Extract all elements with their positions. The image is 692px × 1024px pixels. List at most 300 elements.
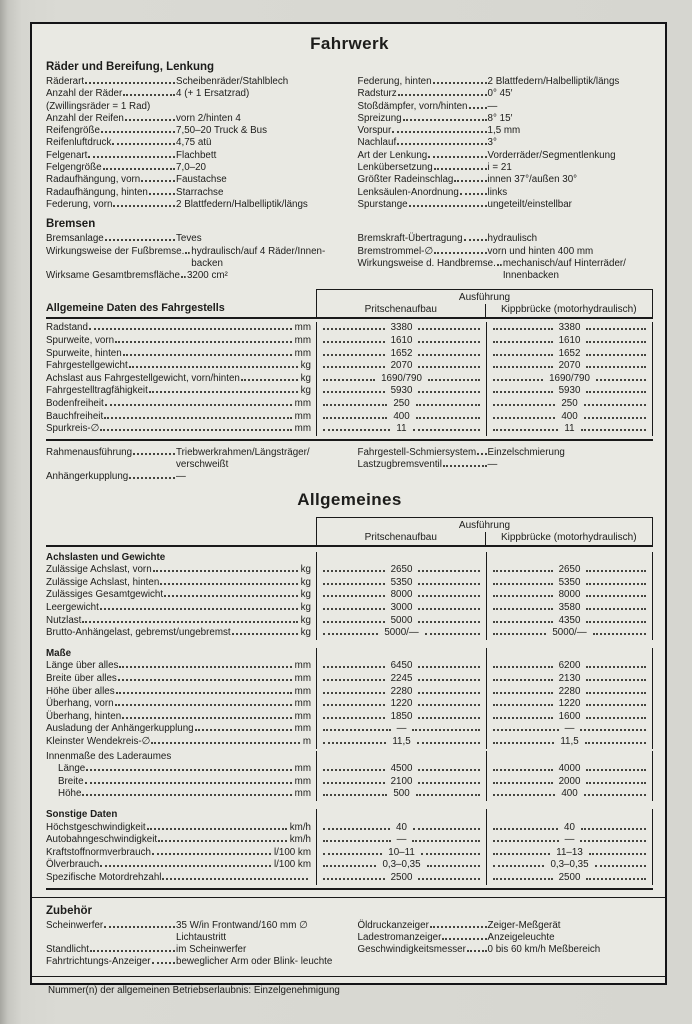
spec-line [358,101,654,113]
value-kippbruecke: 2500 [558,871,581,883]
row-label: Spezifische Motordrehzahl [46,871,162,883]
dot-leader [493,583,553,585]
value-cell-kippbruecke [486,859,653,872]
row-unit: kg [300,360,311,372]
bremsen-column-left [46,233,342,282]
section-raeder-bereifung-lenkung [46,61,653,211]
value-cell-pritschenaufbau [316,723,486,736]
dot-leader [149,193,175,195]
spec-label: Reifengröße [46,125,100,137]
spec-value: ungeteilt/einstellbar [487,198,572,210]
rahmen-columns [46,447,653,484]
row-unit: km/h [289,821,311,833]
value-kippbruecke: 3580 [558,602,581,614]
horizontal-divider [32,897,665,898]
table-row [46,589,653,602]
spec-label: Lenkübersetzung [357,162,433,174]
dot-leader [421,853,480,855]
spec-value: Zeiger-Meßgerät [487,919,561,931]
value-kippbruecke: — [564,723,575,735]
value-cell-pritschenaufbau [316,809,486,822]
dot-leader [323,633,378,635]
dot-leader [418,354,480,356]
dot-leader [323,429,390,431]
dot-leader [581,429,646,431]
dot-leader [82,621,297,623]
row-label: Ausladung der Anhängerkupplung [46,723,194,735]
value-kippbruecke: — [564,834,575,846]
value-pritschenaufbau: — [396,834,407,846]
spec-label: Wirksame Gesamtbremsfläche [46,270,180,282]
table-row [46,373,653,386]
dot-leader [113,205,175,207]
dot-leader [586,782,646,784]
value-pritschenaufbau: 400 [393,410,410,422]
dot-leader [586,341,646,343]
spec-line [46,920,342,945]
row-label-cell [46,577,316,590]
value-cell-pritschenaufbau [316,648,486,661]
value-cell-kippbruecke [486,360,653,373]
spec-value: Triebwerkrahmen/Längsträger/ verschweißt [176,446,310,471]
column-headers [317,304,652,317]
dot-leader [85,82,175,84]
dot-leader [185,252,190,254]
dot-leader [428,156,486,158]
value-pritschenaufbau: 2070 [390,360,413,372]
row-unit: kg [300,627,311,639]
dot-leader [323,328,385,330]
row-label-cell [46,552,316,565]
spec-line [358,258,654,283]
value-pritschenaufbau: 8000 [390,589,413,601]
spec-label: Bremstrommel-∅ [357,245,433,257]
spec-line [46,150,342,162]
value-cell-pritschenaufbau [316,360,486,373]
spec-label: Wirkungsweise der Fußbremse. [46,245,185,257]
dot-leader [129,366,298,368]
value-pritschenaufbau: 1850 [390,710,413,722]
spec-line [46,137,342,149]
dot-leader [122,717,292,719]
value-cell-pritschenaufbau [316,751,486,764]
spec-line [46,447,342,472]
value-cell-kippbruecke [486,615,653,628]
section-heading-bremsen: Bremsen [46,218,96,231]
value-cell-kippbruecke [486,673,653,686]
table-row [46,872,653,885]
spec-value: Flachbett [176,149,217,161]
dot-leader [416,404,480,406]
dot-leader [232,633,298,635]
spec-line [46,76,342,88]
spec-value: vorn und hinten 400 mm [487,245,594,257]
dot-leader [418,621,480,623]
dot-leader [580,840,646,842]
row-label-cell [46,763,316,776]
dot-leader [493,729,559,731]
dot-leader [323,828,390,830]
value-kippbruecke: 11–13 [556,846,583,858]
value-kippbruecke: 2280 [558,685,581,697]
dot-leader [595,865,646,867]
value-cell-pritschenaufbau [316,698,486,711]
column-header-kippbruecke: Kippbrücke (motorhydraulisch) [485,532,653,545]
spec-label: (Zwillingsräder = 1 Rad) [46,100,151,112]
zubehoer-columns [46,920,653,969]
spec-value: Starrachse [176,186,224,198]
dot-leader [100,865,271,867]
value-kippbruecke: 2650 [558,564,581,576]
dot-leader [493,769,553,771]
row-unit: mm [294,788,311,800]
value-cell-kippbruecke [486,411,653,424]
value-cell-kippbruecke [486,698,653,711]
spec-line [46,187,342,199]
value-cell-pritschenaufbau [316,398,486,411]
row-label-cell [46,423,316,436]
spec-label: Lastzugbremsventil [357,459,442,471]
dot-leader [413,429,480,431]
dot-leader [493,621,553,623]
value-pritschenaufbau: 2245 [390,673,413,685]
spec-label: Räderart [46,76,85,87]
bremsen-column-right [358,233,654,282]
spec-label: Lenksäulen-Anordnung [357,186,459,198]
row-label-cell [46,360,316,373]
value-cell-pritschenaufbau [316,763,486,776]
row-unit: l/100 km [273,859,311,871]
value-pritschenaufbau: 2280 [390,685,413,697]
dot-leader [153,570,298,572]
dot-leader [586,354,646,356]
row-unit: mm [294,398,311,410]
row-unit: kg [300,385,311,397]
row-label-cell [46,348,316,361]
dot-leader [323,704,385,706]
dot-leader [104,926,175,928]
row-label-cell [46,411,316,424]
spec-label: Anzahl der Reifen [46,112,124,124]
row-label: Nutzlast [46,614,82,626]
table-row [46,776,653,789]
dot-leader [493,704,553,706]
row-label: Maße [46,647,72,659]
row-label-cell [46,660,316,673]
spec-label: Geschwindigkeitsmesser [357,944,466,956]
rahmen-column-left [46,447,342,484]
spec-label: Spurstange [357,198,408,210]
dot-leader [195,729,292,731]
dot-leader [464,239,487,241]
table-allgemeines-body [46,547,653,888]
dot-leader [586,717,646,719]
value-kippbruecke: 1220 [558,698,581,710]
dot-leader [181,276,186,278]
spec-label: Spreizung [357,112,402,124]
row-label-cell [46,776,316,789]
dot-leader [412,840,480,842]
row-label: Bauchfreiheit [46,410,104,422]
spec-value: Scheibenräder/Stahlblech [176,76,289,87]
row-unit: mm [294,660,311,672]
dot-leader [493,341,553,343]
value-cell-pritschenaufbau [316,847,486,860]
row-label: Radstand [46,322,88,334]
dot-leader [467,950,487,952]
betriebserlaubnis-note: Nummer(n) der allgemeinen Betriebserlaubnis: Einzelgenehmigung [48,984,340,996]
spec-label: Standlicht [46,944,90,956]
dot-leader [433,82,487,84]
row-label-cell [46,385,316,398]
row-label-cell [46,822,316,835]
row-label-cell [46,751,316,764]
dot-leader [493,794,555,796]
row-label-cell [46,872,316,885]
value-cell-kippbruecke [486,711,653,724]
dot-leader [418,595,480,597]
spec-value: i = 21 [487,162,512,174]
dot-leader [493,853,550,855]
row-label: Höhe [58,788,82,800]
row-label: Zulässige Achslast, hinten [46,576,160,588]
value-cell-kippbruecke [486,627,653,640]
dot-leader [104,417,291,419]
row-label: Spurkreis-∅ [46,423,100,435]
dot-leader [100,608,298,610]
dot-leader [493,570,553,572]
spec-value: — [487,100,498,112]
row-label-cell [46,834,316,847]
row-label-cell [46,788,316,801]
row-label-cell [46,615,316,628]
spec-line [358,944,654,956]
dot-leader [323,692,385,694]
dot-leader [147,828,287,830]
dot-leader [129,477,175,479]
value-cell-kippbruecke [486,776,653,789]
value-pritschenaufbau: 1652 [390,347,413,359]
value-pritschenaufbau: 250 [393,398,410,410]
row-label: Höchstgeschwindigkeit [46,821,146,833]
value-pritschenaufbau: 10–11 [388,846,415,858]
value-cell-kippbruecke [486,751,653,764]
table-row [46,822,653,835]
dot-leader [418,341,480,343]
dot-leader [454,180,486,182]
row-label: Spurweite, vorn [46,335,115,347]
spec-label: Radsturz [357,88,397,100]
value-cell-pritschenaufbau [316,564,486,577]
table-row [46,648,653,661]
spec-line [358,88,654,100]
dot-leader [428,379,480,381]
table-row [46,859,653,872]
value-pritschenaufbau: 2500 [390,871,413,883]
spec-label: Radaufhängung, hinten [46,186,148,198]
value-cell-pritschenaufbau [316,872,486,885]
row-unit: mm [294,723,311,735]
dot-leader [416,794,480,796]
table-row [46,348,653,361]
column-group-label: Ausführung [458,519,511,531]
dot-leader [493,717,553,719]
value-cell-pritschenaufbau [316,788,486,801]
row-unit: kg [300,372,311,384]
value-pritschenaufbau: 2100 [390,775,413,787]
dot-leader [418,704,480,706]
row-label: Ölverbrauch [46,859,100,871]
dot-leader [125,119,175,121]
value-kippbruecke: 1610 [558,335,581,347]
value-kippbruecke: 2000 [558,775,581,787]
row-unit: mm [294,335,311,347]
spec-label: Felgengröße [46,162,102,174]
row-label: Bodenfreiheit [46,398,104,410]
dot-leader [119,666,291,668]
value-cell-pritschenaufbau [316,673,486,686]
dot-leader [586,666,646,668]
dot-leader [580,729,646,731]
spec-value: 0° 45′ [487,88,513,100]
row-label-cell [46,322,316,335]
row-unit: mm [294,685,311,697]
dot-leader [88,156,175,158]
spec-line [358,459,654,471]
value-cell-pritschenaufbau [316,602,486,615]
spec-value: Teves [176,233,202,245]
dot-leader [418,769,480,771]
value-kippbruecke: 6200 [558,660,581,672]
table-row [46,627,653,640]
row-label: Fahrgestellgewicht [46,360,128,372]
value-cell-kippbruecke [486,423,653,436]
value-kippbruecke: 2070 [558,360,581,372]
value-cell-kippbruecke [486,322,653,335]
row-label: Brutto-Anhängelast, gebremst/ungebremst [46,627,231,639]
row-unit: mm [294,347,311,359]
raeder-column-left [46,76,342,211]
bremsen-columns [46,233,653,282]
table-row [46,834,653,847]
value-kippbruecke: 4000 [558,763,581,775]
dot-leader [469,107,487,109]
dot-leader [397,143,486,145]
spec-line [46,471,342,483]
row-label-cell [46,564,316,577]
row-unit: mm [294,698,311,710]
value-pritschenaufbau: 5000/— [384,627,419,639]
value-kippbruecke: 40 [564,821,575,833]
value-pritschenaufbau: 5930 [390,385,413,397]
spec-value: 8° 15′ [487,112,513,124]
spec-line [358,113,654,125]
dot-leader [89,328,292,330]
dot-leader [105,404,292,406]
spec-line [358,447,654,459]
value-pritschenaufbau: 5000 [390,614,413,626]
value-pritschenaufbau: 1220 [390,698,413,710]
section-heading-zubehoer: Zubehör [46,904,92,917]
row-label: Innenmaße des Laderaumes [46,750,172,762]
value-cell-pritschenaufbau [316,552,486,565]
zubehoer-column-right [358,920,654,969]
row-label: Achslasten und Gewichte [46,551,166,563]
value-cell-kippbruecke [486,686,653,699]
value-kippbruecke: 0,3–0,35 [550,859,589,871]
value-cell-kippbruecke [486,723,653,736]
table-row [46,335,653,348]
row-unit: kg [300,602,311,614]
dot-leader [103,168,175,170]
spec-label: Nachlauf [357,137,397,149]
row-unit: kg [300,614,311,626]
spec-value: links [487,186,508,198]
dot-leader [442,938,486,940]
spec-label: Reifenluftdruck [46,137,112,149]
spec-value: im Scheinwerfer [176,944,247,956]
value-pritschenaufbau: 0,3–0,35 [382,859,421,871]
value-pritschenaufbau: 3380 [390,322,413,334]
value-cell-kippbruecke [486,552,653,565]
row-label: Kleinster Wendekreis-∅ [46,736,151,747]
spec-value: Vorderräder/Segmentlenkung [487,149,616,161]
row-label-cell [46,711,316,724]
dot-leader [430,926,487,928]
dot-leader [493,366,553,368]
spec-label: Größter Radeinschlag [357,174,454,186]
dot-leader [418,583,480,585]
value-cell-pritschenaufbau [316,776,486,789]
spec-line [46,88,342,100]
value-cell-pritschenaufbau [316,589,486,602]
dot-leader [323,729,391,731]
spec-label: Rahmenausführung [46,446,133,458]
dot-leader [586,679,646,681]
spec-line [46,174,342,186]
zubehoer-column-left [46,920,342,969]
dot-leader [586,769,646,771]
value-cell-pritschenaufbau [316,577,486,590]
table-row [46,615,653,628]
value-cell-kippbruecke [486,736,653,749]
value-pritschenaufbau: 6450 [390,660,413,672]
dot-leader [409,205,487,207]
table-row [46,788,653,801]
dot-leader [493,404,555,406]
dot-leader [90,950,175,952]
spec-line [46,944,342,956]
raeder-column-right [358,76,654,211]
table-row [46,809,653,822]
dot-leader [323,608,385,610]
row-unit: mm [294,322,311,334]
column-header-kippbruecke: Kippbrücke (motorhydraulisch) [485,304,653,317]
value-kippbruecke: 2130 [558,673,581,685]
dot-leader [584,417,646,419]
spec-line [46,113,342,125]
row-unit: l/100 km [273,846,311,858]
dot-leader [398,94,487,96]
dot-leader [323,865,376,867]
spec-value: hydraulisch [487,233,538,245]
value-kippbruecke: 400 [561,410,578,422]
dot-leader [418,692,480,694]
value-pritschenaufbau: 11,5 [392,736,411,747]
spec-line [46,956,342,968]
dot-leader [151,742,300,744]
value-cell-pritschenaufbau [316,859,486,872]
